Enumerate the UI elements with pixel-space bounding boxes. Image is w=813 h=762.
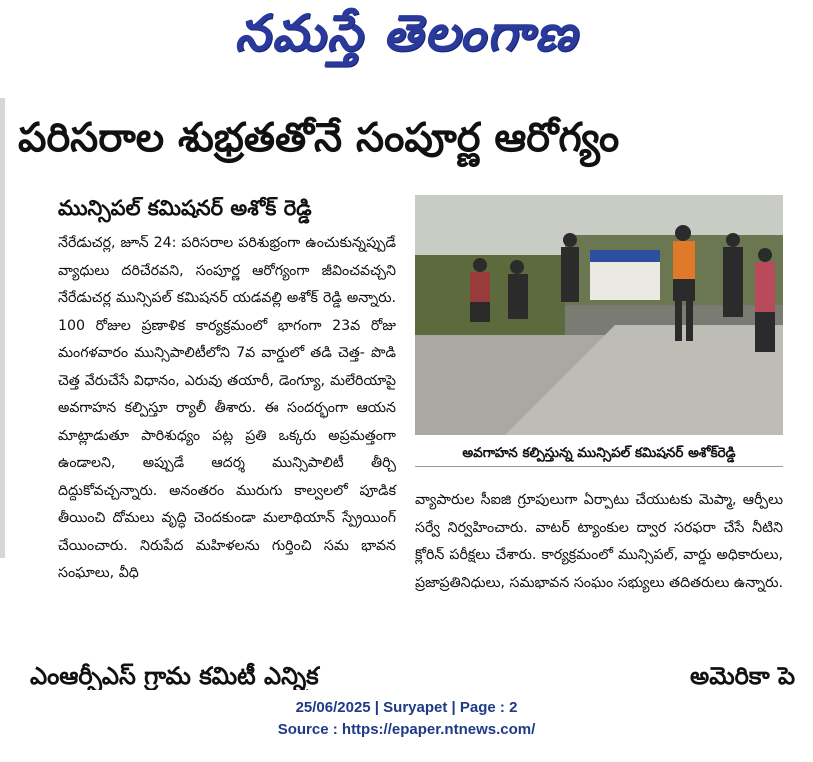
article-column-1	[58, 230, 396, 588]
article-headline: పరిసరాల శుభ్రతతోనే సంపూర్ణ ఆరోగ్యం	[18, 115, 620, 161]
source-footer	[0, 697, 813, 741]
next-headline-cut-left: ఎంఆర్పీఎస్ గ్రామ కమిటీ ఎన్నిక	[30, 662, 319, 690]
masthead-title: నమస్తే తెలంగాణ	[234, 4, 579, 62]
column-1-text: నేరేడుచర్ల, జూన్ 24: పరిసరాల పరిశుభ్రంగా ఉంచుకున్నప్పుడే వ్యాధులు దరిచేరవని, సంపూర్ణ ఆరోగ్యంగా జీవించవచ్చని నేరేడుచర్ల మున్సిపల్ కమిషనర్ యడవల్లి అశోక్ రెడ్డి అన్నారు. 100 రోజుల ప్రణాళిక కార్యక్రమంలో భాగంగా 23వ రోజు మంగళవారం మున్సిపాలిటీలోని 7వ వార్డులో తడి చెత్త- పొడి చెత్త వేరుచేసే విధానం, ఎరువు తయారీ, డెంగ్యూ, మలేరియాపై అవగాహన కల్పిస్తూ ర్యాలీ తీశారు. ఈ సందర్భంగా ఆయన మాట్లాడుతూ పారిశుధ్యం పట్ల ప్రతి ఒక్కరు అప్రమత్తంగా ఉండాలని, అప్పుడే ఆదర్శ మున్సిపాలిటీ తీర్చి దిద్దుకోవచ్చన్నారు. అనంతరం మురుగు కాల్వలలో పూడిక తీయించి దోమలు వృద్ధి చెందకుండా మలాథియాన్ స్ప్రేయింగ్ చేయించారు. నిరుపేద మహిళలను గుర్తించి సమ భావన సంఘాలు, వీధి	[58, 235, 396, 581]
article-subhead: మున్సిపల్ కమిషనర్ అశోక్ రెడ్డి	[58, 196, 312, 220]
page-edge-shadow	[0, 98, 5, 558]
footer-source-line[interactable]: Source : https://epaper.ntnews.com/	[277, 721, 536, 738]
next-headline-cut-right: అమెరికా పె	[690, 662, 796, 690]
footer-date-line: 25/06/2025 | Suryapet | Page : 2	[295, 699, 518, 716]
photo-caption: అవగాహన కల్పిస్తున్న మున్సిపల్ కమిషనర్ అశోక్‌రెడ్డి	[415, 440, 783, 467]
article-column-2	[415, 487, 783, 597]
column-2-text: వ్యాపారుల సీఐజి గ్రూపులుగా ఏర్పాటు చేయుటకు మెప్మా, ఆర్పీలు సర్వే నిర్వహించారు. వాటర్ ట్యాంకుల ద్వార సరఫరా చేసే నీటిని క్లోరిన్ పరీక్షలు చేశారు. కార్యక్రమంలో మున్సిపల్, వార్డు అధికారులు, ప్రజాప్రతినిధులు, సమభావన సంఘం సభ్యులు తదితరులు ఉన్నారు.	[415, 492, 784, 591]
news-photo	[415, 195, 783, 435]
masthead	[0, 0, 813, 78]
